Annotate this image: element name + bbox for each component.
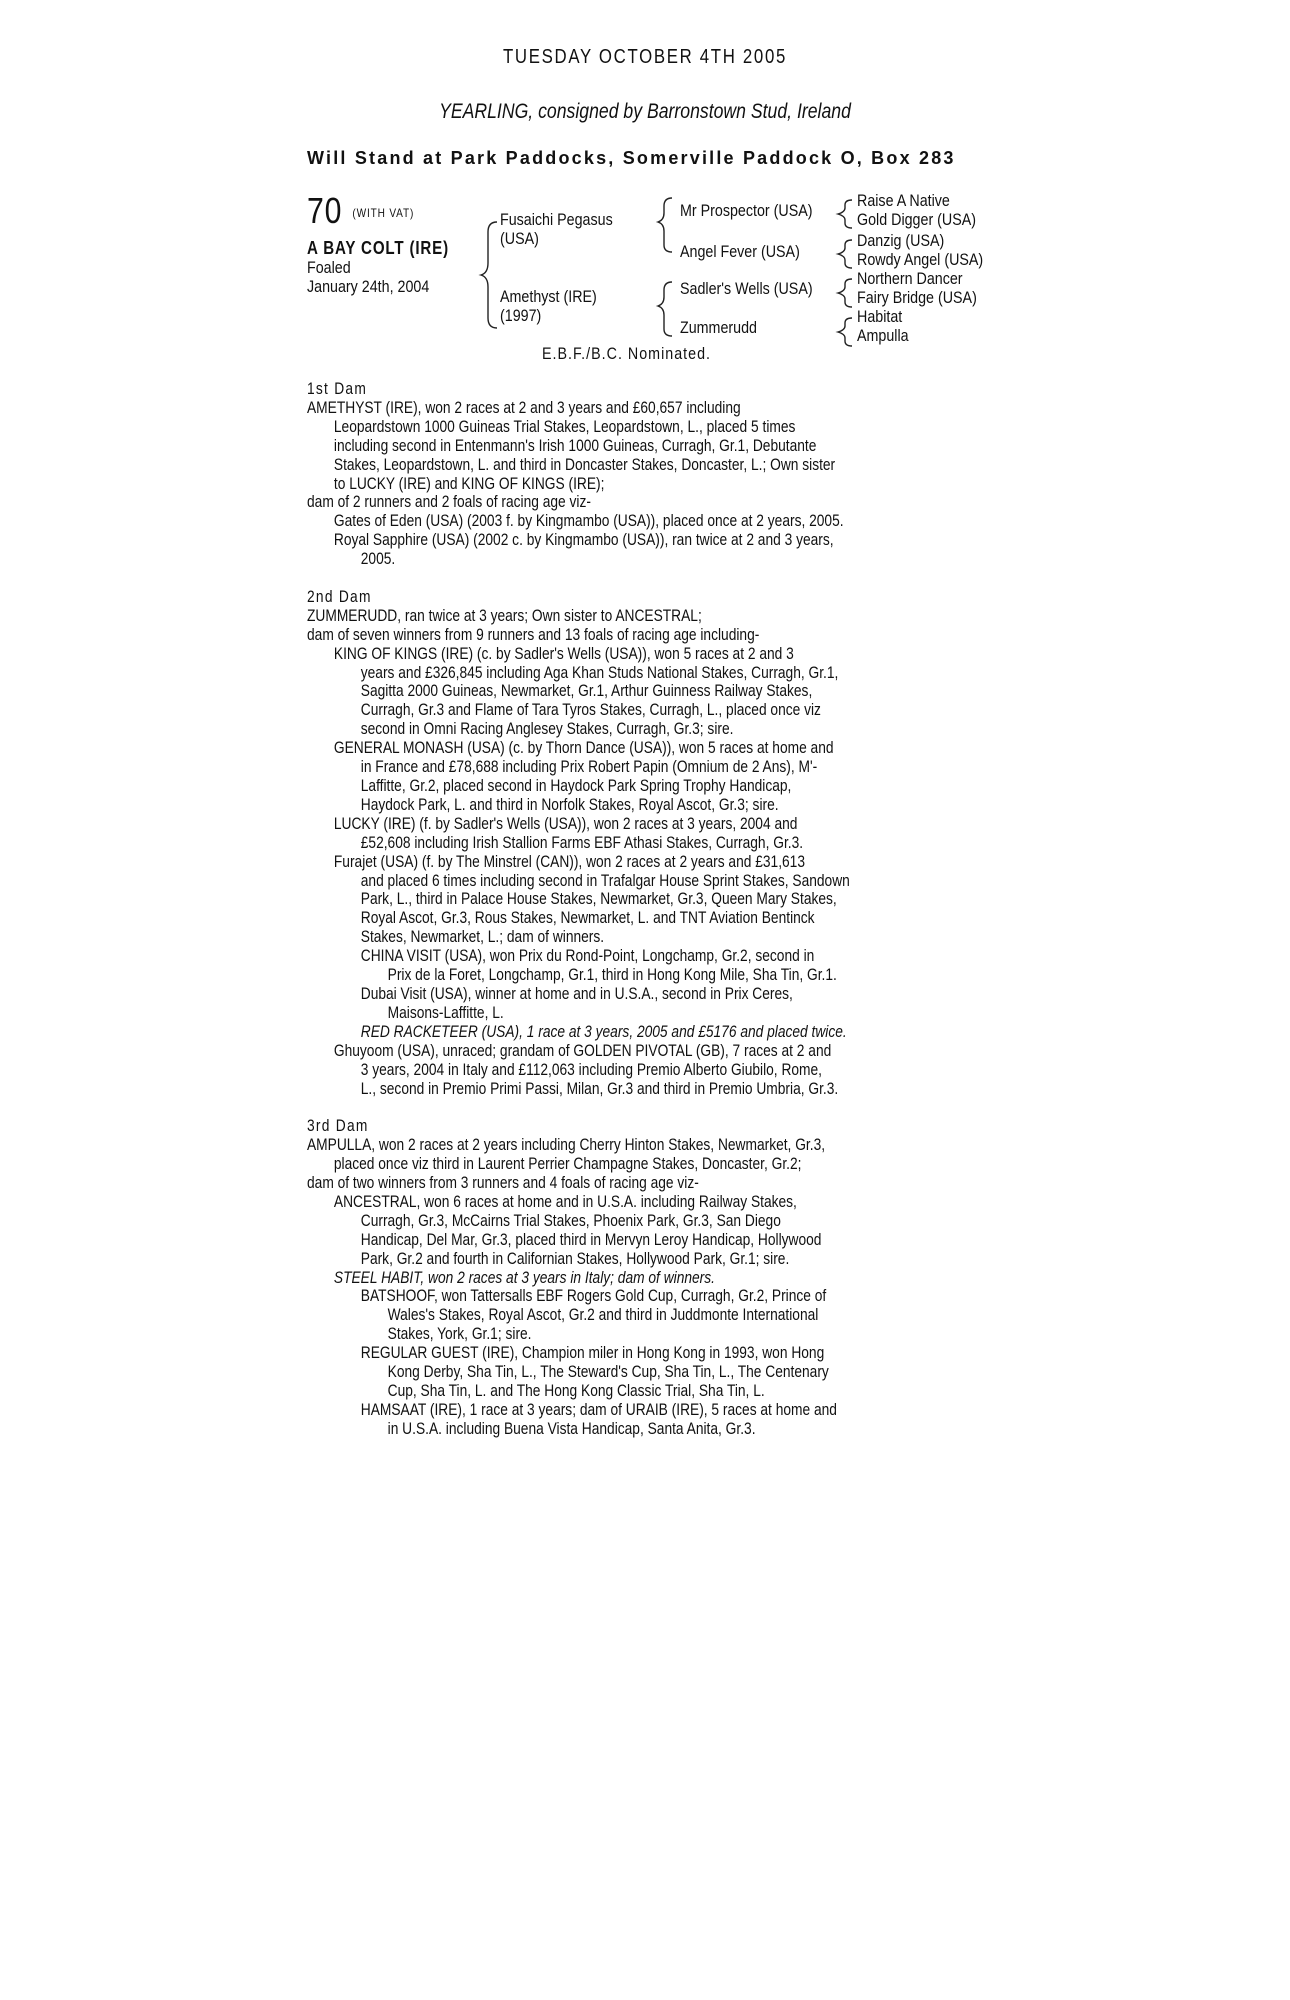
first-dam-heading: 1st Dam: [307, 380, 368, 398]
second-dam-line: Ghuyoom (USA), unraced; grandam of GOLDEN PIVOTAL (GB), 7 races at 2 and: [333, 1041, 832, 1060]
third-dam-line: HAMSAAT (IRE), 1 race at 3 years; dam of URAIB (IRE), 5 races at home and: [360, 1400, 837, 1419]
lot-number-block: [307, 190, 414, 232]
pedigree-gen3-1: Raise A Native: [857, 191, 950, 210]
second-dam-line: Stakes, Newmarket, L.; dam of winners.: [360, 928, 605, 947]
nomination-note: E.B.F./B.C. Nominated.: [542, 344, 712, 363]
second-dam-line: in France and £78,688 including Prix Robert Papin (Omnium de 2 Ans), M'-: [360, 758, 818, 777]
first-dam-line: AMETHYST (IRE), won 2 races at 2 and 3 years and £60,657 including: [307, 398, 741, 417]
first-dam-line: to LUCKY (IRE) and KING OF KINGS (IRE);: [333, 474, 605, 493]
pedigree-gen3-2: Gold Digger (USA): [857, 210, 977, 229]
third-dam-line: Wales's Stakes, Royal Ascot, Gr.2 and third in Juddmonte International: [387, 1306, 819, 1325]
second-dam-heading: 2nd Dam: [307, 587, 372, 606]
second-dam-line: years and £326,845 including Aga Khan Studs National Stakes, Curragh, Gr.1,: [360, 663, 839, 682]
pedigree-dam: Amethyst (IRE) (1997): [500, 287, 597, 325]
third-dam-heading: 3rd Dam: [307, 1117, 369, 1136]
first-dam-line: Gates of Eden (USA) (2003 f. by Kingmambo (USA)), placed once at 2 years, 2005.: [333, 512, 844, 531]
third-dam-line: Handicap, Del Mar, Gr.3, placed third in Mervyn Leroy Handicap, Hollywood: [360, 1230, 822, 1249]
second-dam-line: and placed 6 times including second in Trafalgar House Sprint Stakes, Sandown: [360, 871, 850, 890]
foaling-info: [307, 258, 429, 296]
consignor-line: YEARLING, consigned by Barronstown Stud, Ireland: [439, 100, 851, 123]
foaled-date: January 24th, 2004: [307, 277, 430, 296]
pedigree-gen3-6: Fairy Bridge (USA): [857, 288, 977, 307]
pedigree-gen3-5: Northern Dancer: [857, 269, 963, 288]
second-dam-line: Maisons-Laffitte, L.: [387, 1003, 504, 1022]
pedigree-gen3-3: Danzig (USA): [857, 231, 945, 250]
second-dam-line: ZUMMERUDD, ran twice at 3 years; Own sister to ANCESTRAL;: [307, 606, 702, 625]
third-dam-line: Cup, Sha Tin, L. and The Hong Kong Classic Trial, Sha Tin, L.: [387, 1382, 765, 1400]
third-dam-line: ANCESTRAL, won 6 races at home and in U.S.A. including Railway Stakes,: [333, 1192, 797, 1211]
second-dam-line: dam of seven winners from 9 runners and 13 foals of racing age including-: [307, 625, 760, 644]
third-dam-line: Park, Gr.2 and fourth in Californian Stakes, Hollywood Park, Gr.1; sire.: [360, 1249, 790, 1268]
second-dam-line: second in Omni Racing Anglesey Stakes, Curragh, Gr.3; sire.: [360, 720, 734, 739]
third-dam-line: in U.S.A. including Buena Vista Handicap, Santa Anita, Gr.3.: [387, 1419, 756, 1438]
second-dam-line: KING OF KINGS (IRE) (c. by Sadler's Wells (USA)), won 5 races at 2 and 3: [333, 644, 794, 663]
first-dam-line: Stakes, Leopardstown, L. and third in Doncaster Stakes, Doncaster, L.; Own sister: [333, 455, 836, 474]
second-dam-line: RED RACKETEER (USA), 1 race at 3 years, 2005 and £5176 and placed twice.: [360, 1022, 847, 1041]
sale-date: TUESDAY OCTOBER 4TH 2005: [502, 46, 787, 68]
second-dam-line: Prix de la Foret, Longchamp, Gr.1, third in Hong Kong Mile, Sha Tin, Gr.1.: [387, 966, 837, 985]
pedigree-sire: Fusaichi Pegasus (USA): [500, 210, 613, 248]
first-dam-line: 2005.: [360, 550, 396, 569]
third-dam-line: Stakes, York, Gr.1; sire.: [387, 1325, 532, 1344]
second-dam-line: £52,608 including Irish Stallion Farms EBF Athasi Stakes, Curragh, Gr.3.: [360, 833, 804, 852]
third-dam-line: dam of two winners from 3 runners and 4 foals of racing age viz-: [307, 1174, 699, 1193]
third-dam-line: AMPULLA, won 2 races at 2 years including Cherry Hinton Stakes, Newmarket, Gr.3,: [307, 1136, 826, 1155]
third-dam-line: Kong Derby, Sha Tin, L., The Steward's Cup, Sha Tin, L., The Centenary: [387, 1363, 829, 1382]
second-dam-line: CHINA VISIT (USA), won Prix du Rond-Point, Longchamp, Gr.2, second in: [360, 947, 815, 966]
first-dam-line: dam of 2 runners and 2 foals of racing age viz-: [307, 493, 591, 512]
first-dam-line: Leopardstown 1000 Guineas Trial Stakes, Leopardstown, L., placed 5 times: [333, 417, 796, 436]
second-dam-line: Haydock Park, L. and third in Norfolk Stakes, Royal Ascot, Gr.3; sire.: [360, 795, 779, 814]
second-dam-line: LUCKY (IRE) (f. by Sadler's Wells (USA)), won 2 races at 3 years, 2004 and: [333, 814, 798, 833]
second-dam-line: GENERAL MONASH (USA) (c. by Thorn Dance (USA)), won 5 races at home and: [333, 739, 834, 758]
pedigree-gen3-7: Habitat: [857, 307, 903, 326]
stabling-location: Will Stand at Park Paddocks, Somerville Paddock O, Box 283: [307, 148, 956, 168]
vat-note: (WITH VAT): [352, 206, 415, 220]
first-dam-line: Royal Sapphire (USA) (2002 c. by Kingmambo (USA)), ran twice at 2 and 3 years,: [333, 531, 834, 550]
second-dam-line: 3 years, 2004 in Italy and £112,063 including Premio Alberto Giubilo, Rome,: [360, 1060, 823, 1079]
pedigree-sire-sire: Mr Prospector (USA): [680, 201, 813, 220]
second-dam-line: L., second in Premio Primi Passi, Milan, Gr.3 and third in Premio Umbria, Gr.3.: [360, 1079, 839, 1098]
foaled-label: Foaled: [307, 258, 351, 277]
pedigree-gen3-4: Rowdy Angel (USA): [857, 250, 984, 269]
horse-description: A BAY COLT (IRE): [307, 238, 449, 258]
lot-number: 70: [307, 190, 343, 231]
third-dam-line: REGULAR GUEST (IRE), Champion miler in Hong Kong in 1993, won Hong: [360, 1344, 825, 1363]
second-dam-line: Dubai Visit (USA), winner at home and in U.S.A., second in Prix Ceres,: [360, 984, 793, 1003]
pedigree-dam-sire: Sadler's Wells (USA): [680, 279, 813, 298]
pedigree-sire-dam: Angel Fever (USA): [680, 242, 800, 261]
second-dam-line: Curragh, Gr.3 and Flame of Tara Tyros Stakes, Curragh, L., placed once viz: [360, 701, 821, 720]
second-dam-line: Laffitte, Gr.2, placed second in Haydock Park Spring Trophy Handicap,: [360, 777, 792, 796]
third-dam-line: Curragh, Gr.3, McCairns Trial Stakes, Phoenix Park, Gr.3, San Diego: [360, 1211, 781, 1230]
pedigree-dam-dam: Zummerudd: [680, 318, 757, 337]
pedigree-gen3-8: Ampulla: [857, 326, 909, 345]
second-dam-line: Park, L., third in Palace House Stakes, Newmarket, Gr.3, Queen Mary Stakes,: [360, 890, 837, 909]
second-dam-line: Furajet (USA) (f. by The Minstrel (CAN)), won 2 races at 2 years and £31,613: [333, 852, 805, 871]
third-dam-line: BATSHOOF, won Tattersalls EBF Rogers Gold Cup, Curragh, Gr.2, Prince of: [360, 1287, 827, 1306]
second-dam-line: Sagitta 2000 Guineas, Newmarket, Gr.1, Arthur Guinness Railway Stakes,: [360, 682, 813, 701]
pedigree-notes: [307, 380, 977, 1439]
third-dam-line: STEEL HABIT, won 2 races at 3 years in Italy; dam of winners.: [333, 1268, 715, 1287]
third-dam-line: placed once viz third in Laurent Perrier Champagne Stakes, Doncaster, Gr.2;: [333, 1155, 802, 1174]
first-dam-line: including second in Entenmann's Irish 1000 Guineas, Curragh, Gr.1, Debutante: [333, 436, 817, 455]
second-dam-line: Royal Ascot, Gr.3, Rous Stakes, Newmarket, L. and TNT Aviation Bentinck: [360, 909, 815, 928]
